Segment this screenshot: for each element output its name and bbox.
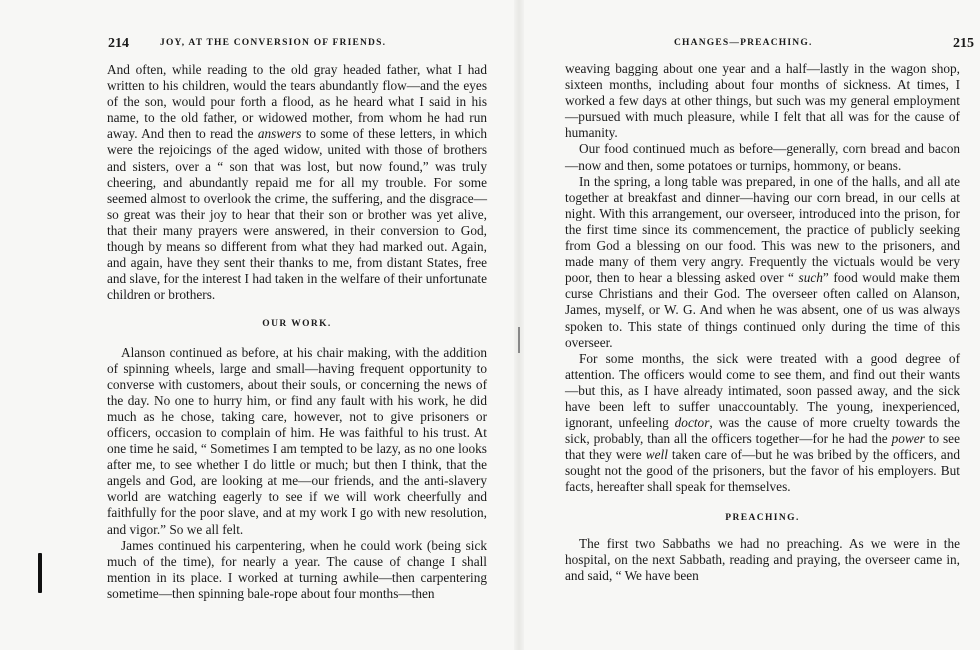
right-page-body — [565, 61, 960, 584]
right-running-head: CHANGES—PREACHING. — [674, 38, 813, 48]
paragraph: And often, while reading to the old gray headed father, what I had written to his children, would the tears abundantly flow—and the eyes of the son, would pour forth a flood, as he heard what I said in his name, to the old father, or widowed mother, from whom he had run away. And then to read the answers to some of these letters, in which were the rejoicings of the aged widow, united with those of brothers and sisters, over a “ son that was lost, but now found,” was truly cheering, and abundantly repaid me for all my trouble. For some seemed almost to overlook the crime, the suffering, and the disgrace—so great was their joy to hear that their son or brother was yet alive, that their many prayers were answered, in their conversion to God, though by means so different from what they had marked out. Again, and again, have they sent their thanks to me, from distant States, free and slave, for the interest I had taken in the welfare of their unfortunate children or brothers. — [107, 62, 487, 303]
right-page-header — [556, 36, 974, 54]
section-heading-preaching: PREACHING. — [725, 512, 800, 523]
left-page-number: 214 — [108, 36, 129, 51]
margin-mark — [38, 553, 42, 593]
paragraph: For some months, the sick were treated with a good degree of attention. The officers would come to see them, and find out their wants—but this, as I have already intimated, soon passed away, and the sick have been left to suffer unaccountably. The young, inexperienced, ignorant, unfeeling doctor, was the cause of more cruelty towards the sick, probably, than all the officers together—for he had the power to see that they were well taken care of—but he was bribed by the officers, and sought not the good of the prisoners, but the favor of his employers. But facts, hereafter shall speak for themselves. — [565, 350, 961, 495]
paragraph: Alanson continued as before, at his chair making, with the addition of spinning wheels, large and small—having frequent opportunity to converse with customers, about their souls, or concerning the news of the day. No one to hurry him, or find any fault with his work, he did much as he chose, taking care, however, not to give prisoners or officers, occasion to complain of him. He was faithful to his trust. At one time he said, “ Sometimes I am tempted to be lazy, as no one looks after me, to see whether I do little or much; but then I think, that the angels and God, are looking at me—our friends, and the anti-slavery world are watching eagerly to see if we will work cheerfully and faithfully for the poor slave, and at my work I go with new resolution, and vigor.” So we all felt. — [107, 344, 487, 537]
paragraph: James continued his carpentering, when he could work (being sick much of the time), for nearly a year. The cause of change I shall mention in its place. I worked at turning awhile—then carpentering sometime—then spinning bale-rope about four months—then — [107, 537, 487, 601]
paragraph: Our food continued much as before—generally, corn bread and bacon—now and then, some potatoes or turnips, hommony, or beans. — [565, 141, 960, 173]
paragraph: weaving bagging about one year and a half—lastly in the wagon shop, sixteen months, including about four months of sickness. At times, I worked a few days at other things, but such was my general employment—pursued with much pleasure, while I felt that all was for the cause of humanity. — [565, 61, 960, 141]
left-running-head: JOY, AT THE CONVERSION OF FRIENDS. — [160, 38, 387, 48]
paragraph: In the spring, a long table was prepared, in one of the halls, and all ate together at breakfast and dinner—having our corn bread, in our cells at night. With this arrangement, our overseer, introduced into the prison, for the first time since its commencement, the practice of publicly seeking from God a blessing on our food. This was new to the prisoners, and made many of them very angry. Frequently the victuals would be very poor, then to hear a blessing asked over “ such” food would make them curse Christians and their God. The overseer often called on Alanson, James, myself, or W. G. And when he was absent, one of us was always spoken to. This state of things continued only during the time of this overseer. — [565, 173, 960, 350]
left-page-header — [108, 36, 488, 54]
right-page — [520, 0, 980, 650]
right-page-number: 215 — [953, 36, 974, 51]
section-heading-our-work: OUR WORK. — [262, 319, 332, 330]
left-page-body — [107, 62, 487, 602]
paragraph: The first two Sabbaths we had no preaching. As we were in the hospital, on the next Sabbath, reading and praying, the overseer came in, and said, “ We have been — [565, 535, 960, 583]
